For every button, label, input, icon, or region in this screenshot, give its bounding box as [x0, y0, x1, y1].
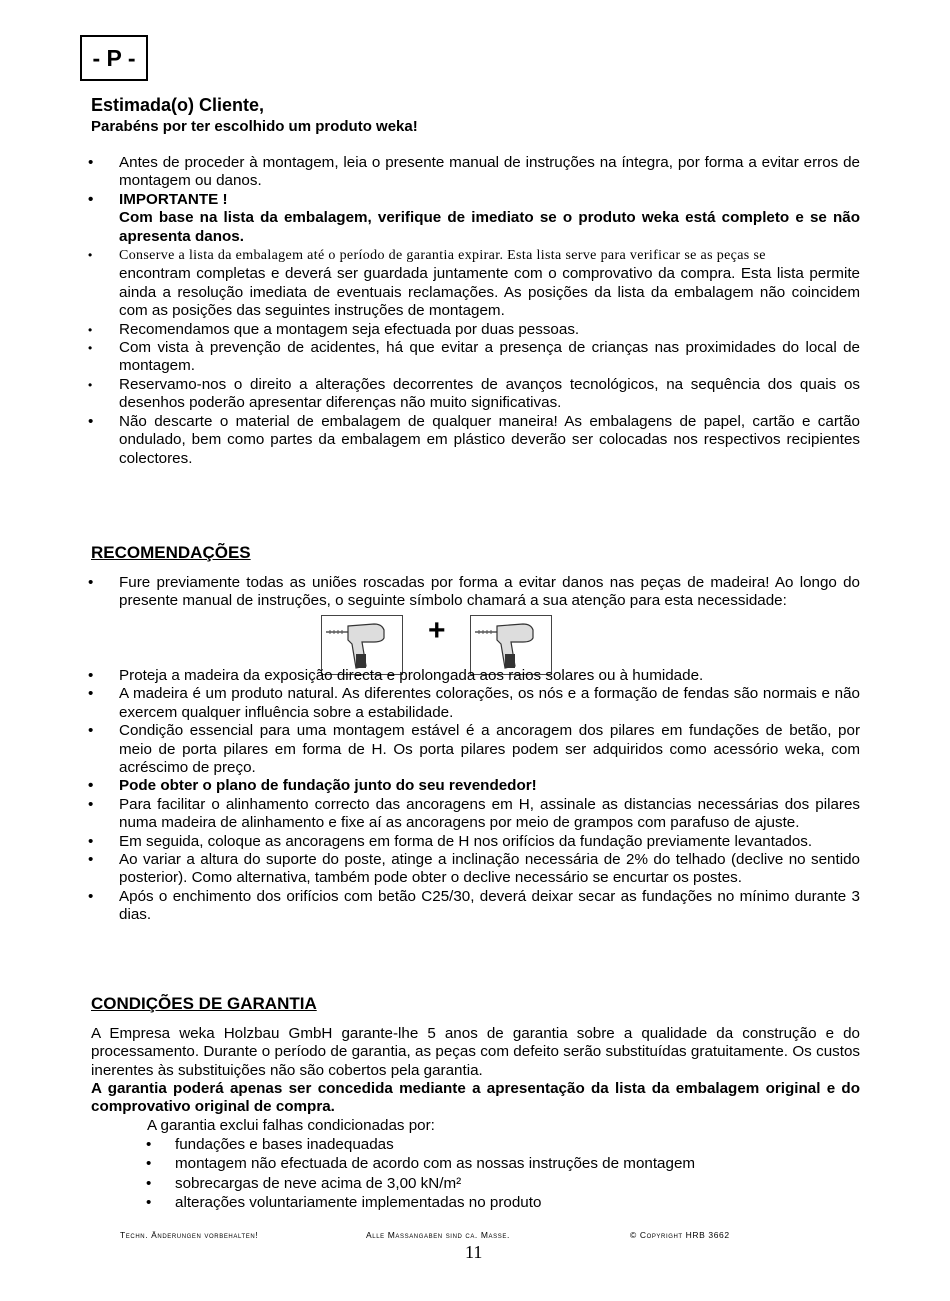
warranty-paragraph: A Empresa weka Holzbau GmbH garante-lhe 5 anos de garantia sobre a qualidade da construção e do processamento. Durante o período de garantia, as peças com defeito serão substituídas gratuitamente. Os custos inerentes às substituições não são cobertos pela garantia. [91, 1025, 860, 1079]
list-item: • Em seguida, coloque as ancoragens em forma de H nos orifícios da fundação previamente levantados. [88, 832, 813, 850]
list-item: • Para facilitar o alinhamento correcto das ancoragens em H, assinale as distancias necessárias dos pilares numa madeira de alinhamento e fixe aí as ancoragens por meio de grampos com parafuso de ajuste. [88, 795, 860, 832]
drill-icon [321, 615, 403, 675]
list-item: • Após o enchimento dos orifícios com betão C25/30, deverá deixar secar as fundações no mínimo durante 3 dias. [88, 887, 860, 924]
recommendations-list [0, 667, 950, 925]
list-item: • Pode obter o plano de fundação junto do seu revendedor! [88, 777, 537, 795]
warranty-exclusion-intro: A garantia exclui falhas condicionadas por: [147, 1117, 435, 1134]
list-item: • Antes de proceder à montagem, leia o presente manual de instruções na íntegra, por forma a evitar erros de montagem ou danos. [88, 154, 860, 190]
footer-middle: Alle Massangaben sind ca. Masse. [366, 1230, 510, 1240]
list-item: • Não descarte o material de embalagem de qualquer maneira! As embalagens de papel, cartão e cartão ondulado, bem como partes da embalagem em plástico deverão ser colocadas nos respectivos recipientes colectores. [88, 412, 860, 467]
page-number: 11 [465, 1242, 483, 1262]
intro-list [0, 154, 950, 468]
plus-sign: + [428, 614, 446, 647]
list-item: • Condição essencial para uma montagem estável é a ancoragem dos pilares em fundações de betão, por meio de porta pilares em forma de H. Os porta pilares podem ser adquiridos como acessório weka, com acréscimo de preço. [88, 722, 860, 777]
greeting-subtitle: Parabéns por ter escolhido um produto weka! [91, 118, 418, 135]
list-item: • Fure previamente todas as uniões roscadas por forma a evitar danos nas peças de madeira! Ao longo do presente manual de instruções, o seguinte símbolo chamará a sua atenção para esta necessidade: [88, 574, 860, 610]
list-item: • sobrecargas de neve acima de 3,00 kN/m² [146, 1174, 462, 1192]
list-item: • Com vista à prevenção de acidentes, há que evitar a presença de crianças nas proximidades do local de montagem. [88, 339, 860, 375]
warranty-exclusions [0, 1136, 785, 1213]
greeting-title: Estimada(o) Cliente, [91, 95, 265, 115]
list-item: • montagem não efectuada de acordo com as nossas instruções de montagem [146, 1155, 696, 1173]
list-item: • IMPORTANTE ! [88, 190, 228, 208]
list-item: • Ao variar a altura do suporte do poste, atinge a inclinação necessária de 2% do telhado (declive no sentido posterior). Como alternativa, também pode obter o declive necessário se encurtar os postes. [88, 851, 860, 887]
list-item-continuation: encontram completas e deverá ser guardada juntamente com o comprovativo da compra. Esta lista permite ainda a resolução imediata de eventuais reclamações. As posições da lista da embalagem não coincidem com as posições das seguintes instruções de montagem. [119, 265, 860, 320]
warranty-heading: CONDIÇÕES DE GARANTIA [91, 994, 317, 1013]
list-item: • Conserve a lista da embalagem até o período de garantia expirar. Esta lista serve para verificar se as peças se [88, 248, 766, 264]
list-item-continuation: Com base na lista da embalagem, verifique de imediato se o produto weka está completo e se não apresenta danos. [119, 209, 860, 245]
recommendations-list-top [0, 574, 950, 611]
list-item: • Reservamo-nos o direito a alterações decorrentes de avanços tecnológicos, na sequência dos quais os desenhos poderão apresentar diferenças não muito significativas. [88, 375, 860, 412]
footer-right: © Copyright HRB 3662 [630, 1230, 730, 1240]
list-item: • fundações e bases inadequadas [146, 1136, 394, 1153]
footer-left: Techn. Änderungen vorbehalten! [120, 1230, 259, 1240]
recommendations-heading: RECOMENDAÇÕES [91, 543, 251, 562]
list-item: • A madeira é um produto natural. As diferentes colorações, os nós e a formação de fendas são normais e não exercem qualquer influência sobre a estabilidade. [88, 685, 860, 721]
language-marker: - P - [80, 35, 148, 81]
list-item: • alterações voluntariamente implementadas no produto [146, 1194, 542, 1212]
list-item: • Recomendamos que a montagem seja efectuada por duas pessoas. [88, 320, 580, 338]
drill-icon [470, 615, 552, 675]
list-item: • Proteja a madeira da exposição directa e prolongada aos raios solares ou à humidade. [88, 667, 704, 684]
warranty-condition: A garantia poderá apenas ser concedida mediante a apresentação da lista da embalagem original e do comprovativo original de compra. [91, 1080, 860, 1116]
